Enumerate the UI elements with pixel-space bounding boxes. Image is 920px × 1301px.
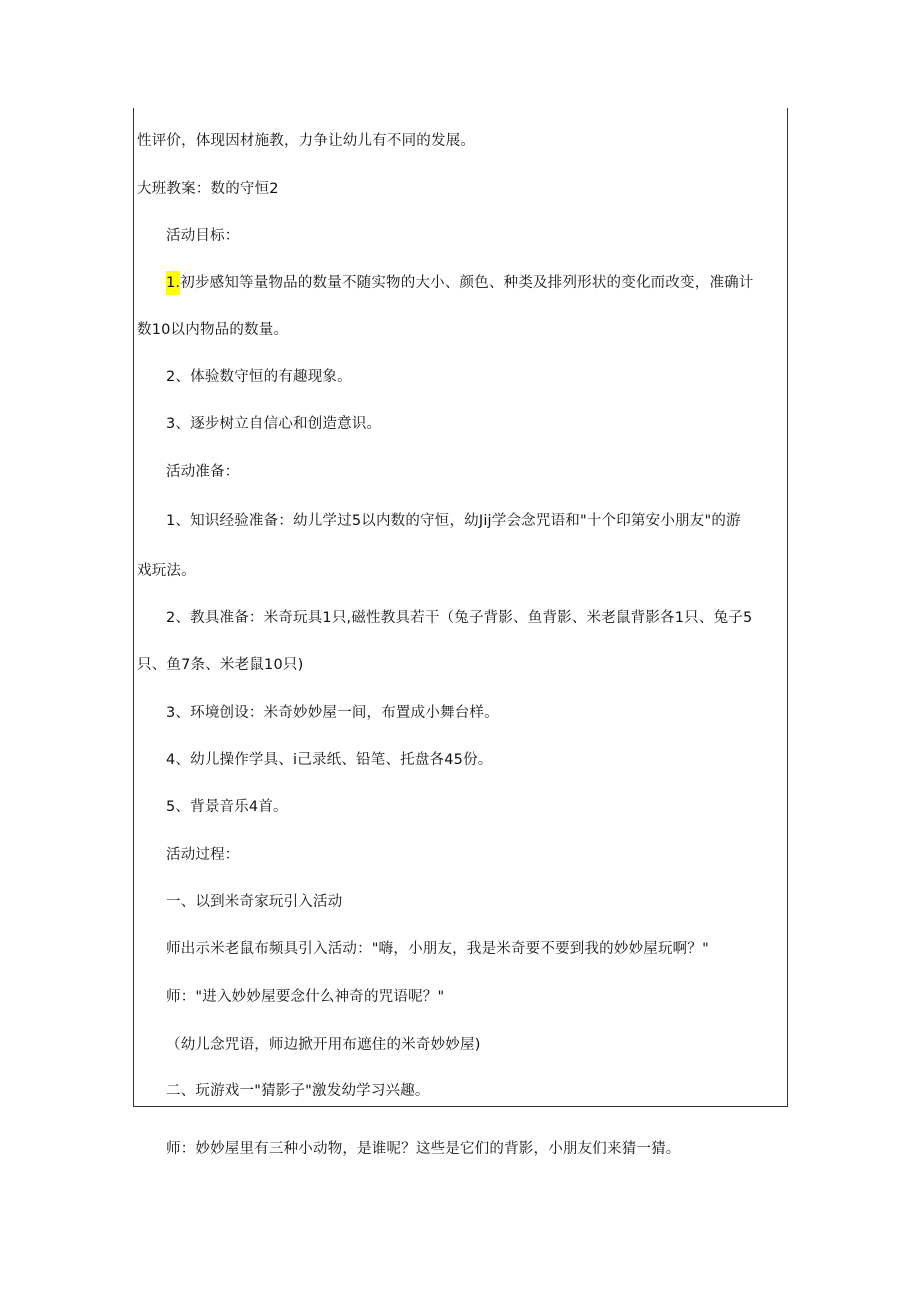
text-line-evaluation: 性评价，体现因材施教，力争让幼儿有不同的发展。	[137, 133, 476, 149]
process-step-2-line-1: 师：妙妙屋里有三种小动物，是谁呢？这些是它们的背影，小朋友们来猜一猜。	[166, 1141, 681, 1157]
prep-item-2-continued: 只、鱼7条、米老鼠10只)	[137, 657, 304, 673]
lesson-title: 大班教案：数的守恒2	[137, 181, 279, 197]
prep-item-1: 1、知识经验准备：幼儿学过5以内数的守恒，幼Jij学会念咒语和"十个印第安小朋友"的游	[166, 513, 741, 529]
process-step-1-line-2: 师："进入妙妙屋要念什么神奇的咒语呢？"	[166, 989, 445, 1005]
goal-item-1-text: 初步感知等量物品的数量不随实物的大小、颜色、种类及排列形状的变化而改变，准确计	[180, 275, 754, 291]
section-heading-preparation: 活动准备：	[166, 464, 240, 480]
table-border-left	[133, 108, 134, 1106]
process-step-1-heading: 一、以到米奇家玩引入活动	[166, 894, 343, 910]
prep-item-2: 2、教具准备：米奇玩具1只,磁性教具若干（兔子背影、鱼背影、米老鼠背影各1只、兔子5	[166, 610, 753, 626]
process-step-1-line-1: 师出示米老鼠布频具引入活动："嗨，小朋友，我是米奇要不要到我的妙妙屋玩啊？"	[166, 941, 709, 957]
process-step-2-heading: 二、玩游戏一"猜影子"激发幼学习兴趣。	[166, 1083, 430, 1099]
process-step-1-line-3: （幼儿念咒语，师边掀开用布遮住的米奇妙妙屋)	[166, 1037, 481, 1053]
prep-item-1-continued: 戏玩法。	[137, 563, 196, 579]
prep-item-4: 4、幼儿操作学具、i己录纸、铅笔、托盘各45份。	[166, 752, 493, 768]
section-heading-process: 活动过程：	[166, 847, 240, 863]
goal-item-2: 2、体验数守恒的有趣现象。	[166, 369, 352, 385]
table-border-right	[787, 108, 788, 1106]
prep-item-3: 3、环境创设：米奇妙妙屋一间，布置成小舞台样。	[166, 705, 499, 721]
prep-item-5: 5、背景音乐4首。	[166, 799, 288, 815]
highlighted-list-number: 1.	[166, 271, 180, 295]
section-heading-goals: 活动目标：	[166, 228, 240, 244]
goal-item-3: 3、逐步树立自信心和创造意识。	[166, 416, 382, 432]
goal-item-1-continued: 数10以内物品的数量。	[137, 322, 289, 338]
table-border-bottom	[133, 1106, 788, 1107]
goal-item-1	[166, 273, 754, 293]
